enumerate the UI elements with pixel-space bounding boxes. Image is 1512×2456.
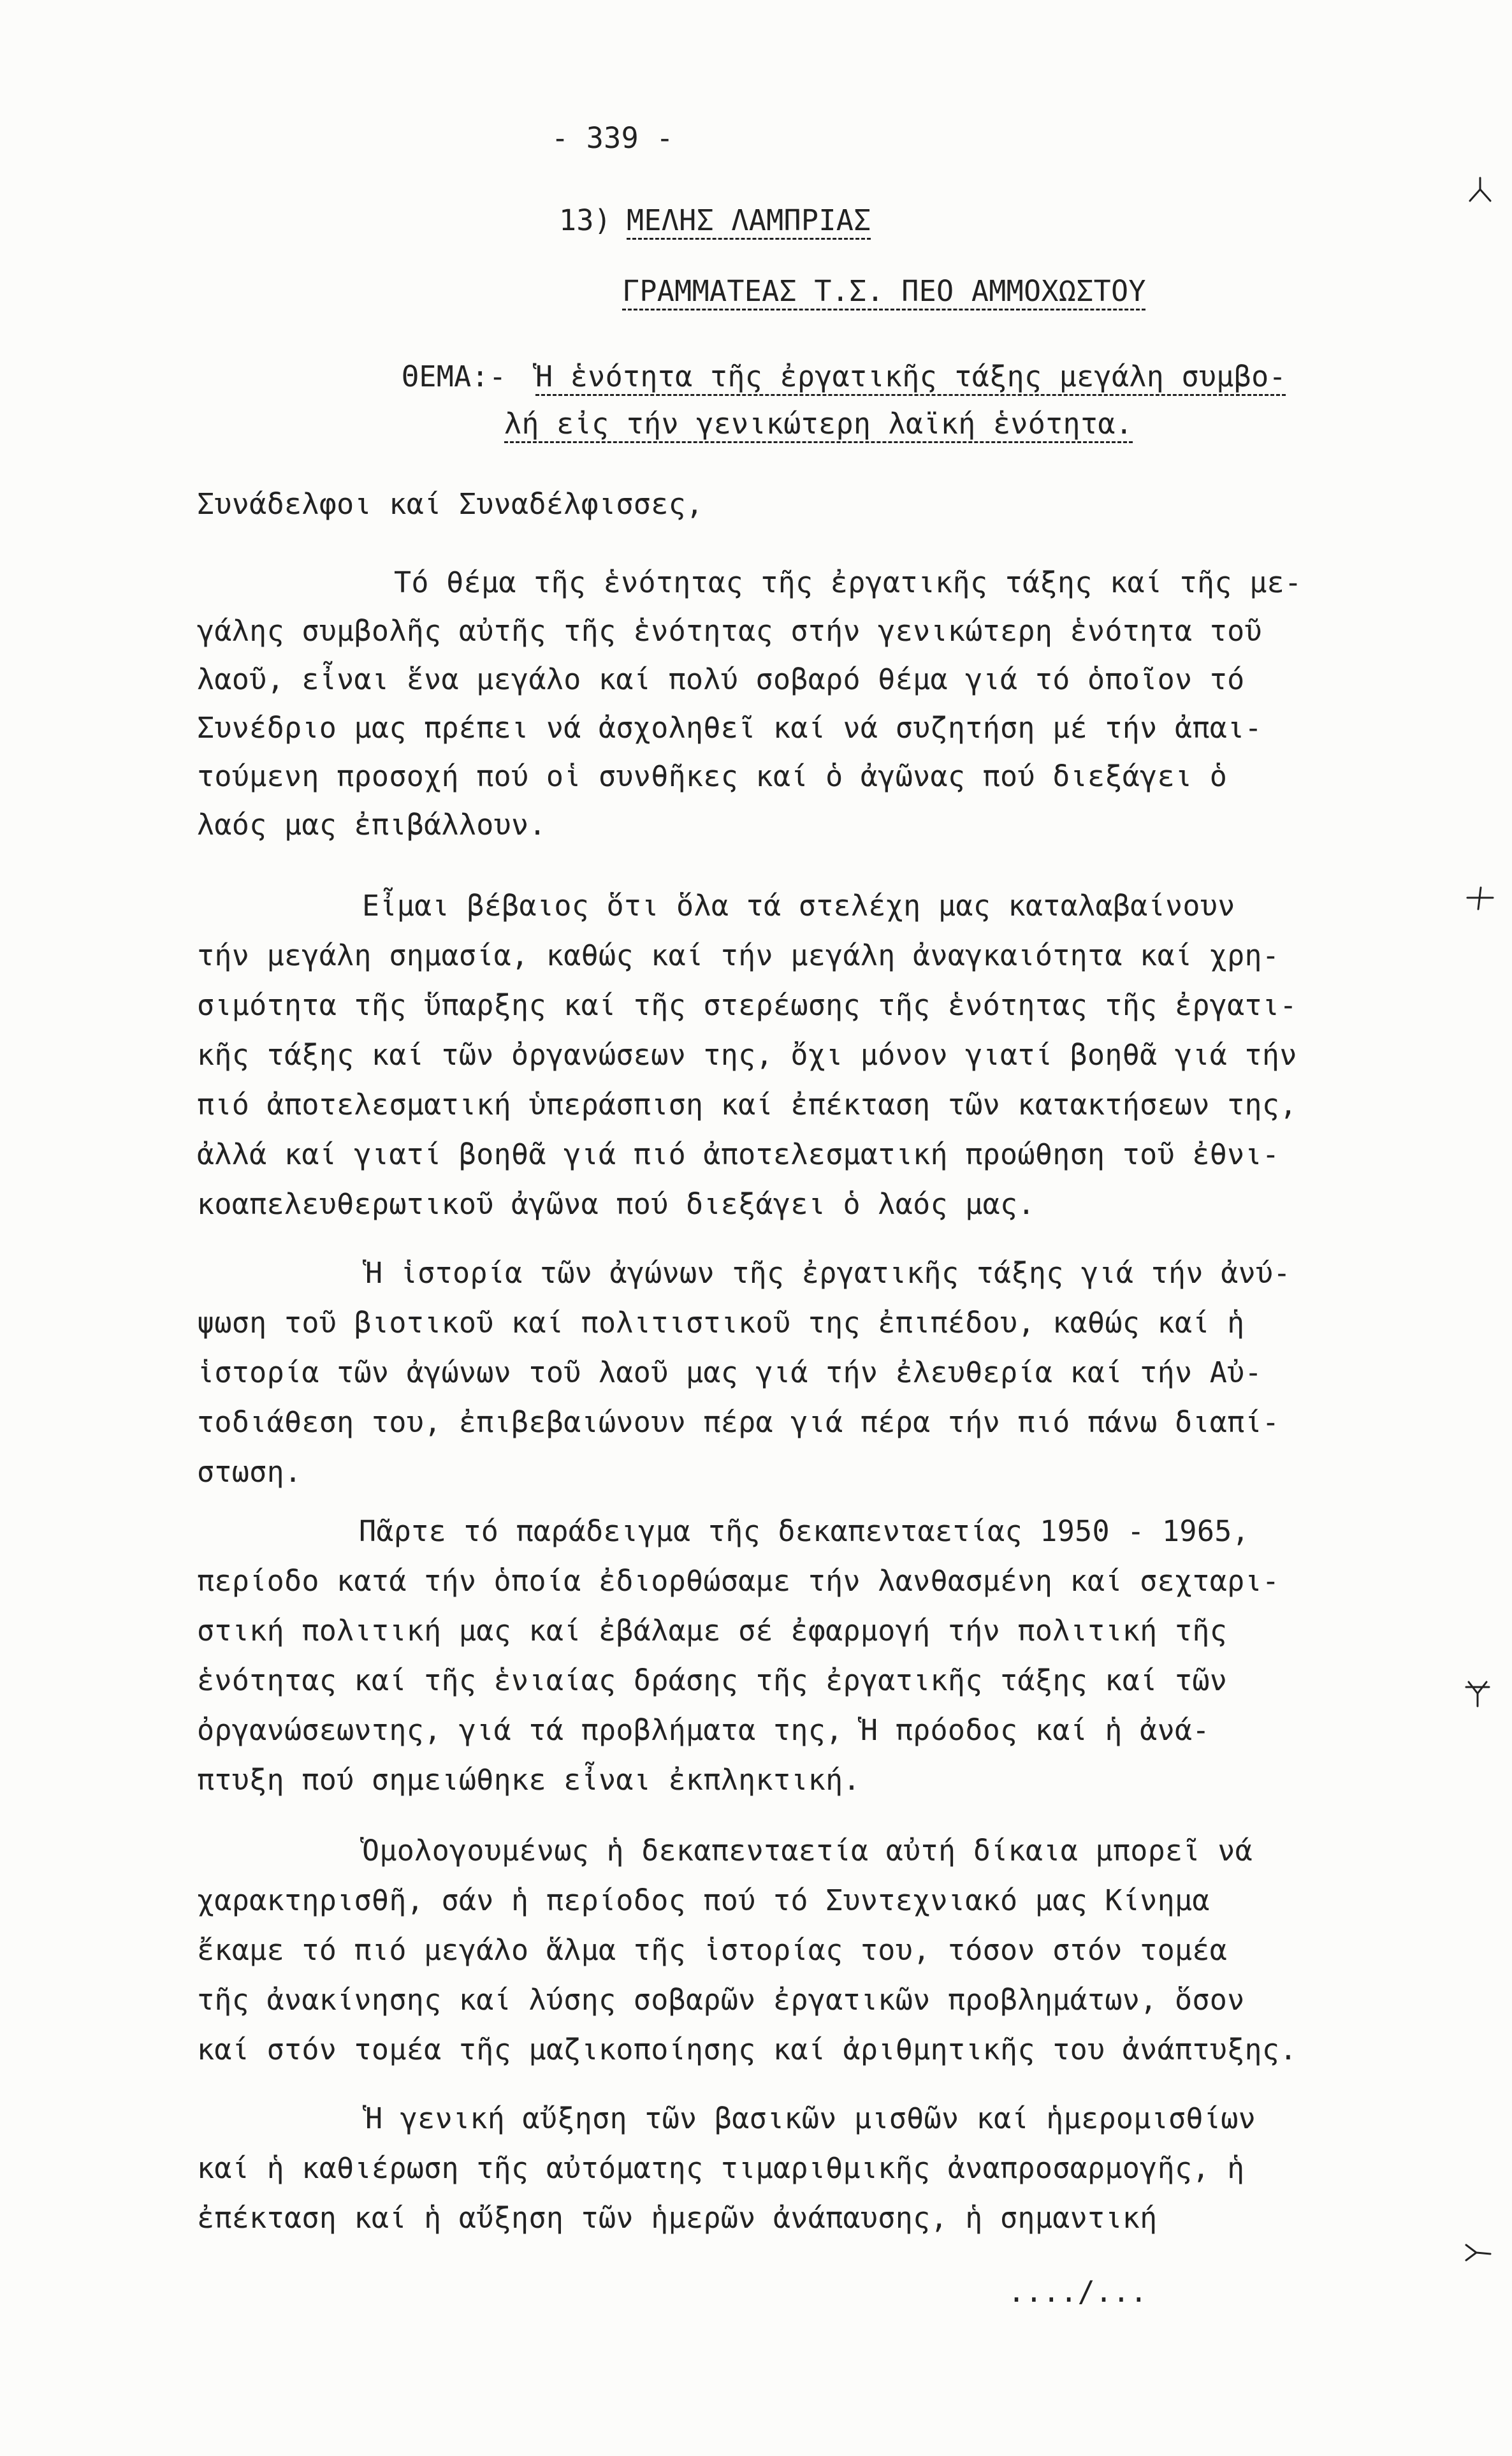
text-line: Συνέδριο μας πρέπει νά ἀσχοληθεῖ καί νά συζητήση μέ τήν ἀπαι-	[197, 711, 1262, 745]
paragraph-4	[197, 1507, 1408, 1805]
margin-arrow-icon	[1464, 2239, 1492, 2267]
salutation: Συνάδελφοι καί Συναδέλφισσες,	[197, 487, 704, 521]
paragraph-3	[197, 1248, 1408, 1497]
text-line: καί στόν τομέα τῆς μαζικοποίησης καί ἀριθμητικῆς του ἀνάπτυξης.	[197, 2033, 1297, 2066]
text-line: ἱστορία τῶν ἀγώνων τοῦ λαοῦ μας γιά τήν ἐλευθερία καί τήν Αὐ-	[197, 1356, 1262, 1389]
margin-mark-icon	[1464, 1679, 1492, 1707]
page-number: - 339 -	[551, 121, 674, 155]
text-line: στωση.	[197, 1455, 302, 1489]
text-line: ἀλλά καί γιατί βοηθᾶ γιά πιό ἀποτελεσματική προώθηση τοῦ ἐθνι-	[197, 1137, 1280, 1171]
text-line: καί ἡ καθιέρωση τῆς αὐτόματης τιμαριθμικῆς ἀναπροσαρμογῆς, ἡ	[197, 2151, 1245, 2185]
theme-title	[504, 353, 1499, 448]
text-line: τοδιάθεση του, ἐπιβεβαιώνουν πέρα γιά πέρα τήν πιό πάνω διαπί-	[197, 1405, 1280, 1439]
text-line: λαός μας ἐπιβάλλουν.	[197, 808, 546, 842]
paragraph-1	[197, 559, 1408, 849]
text-line: ἑνότητας καί τῆς ἑνιαίας δράσης τῆς ἐργατικῆς τάξης καί τῶν	[197, 1663, 1228, 1697]
theme-label: ΘΕΜΑ:-	[402, 360, 507, 393]
continuation-marker: ..../...	[1008, 2275, 1148, 2309]
text-line: κῆς τάξης καί τῶν ὀργανώσεων της, ὄχι μόνον γιατί βοηθᾶ γιά τήν	[197, 1038, 1297, 1072]
text-line: περίοδο κατά τήν ὁποία ἐδιορθώσαμε τήν λανθασμένη καί σεχταρι-	[197, 1564, 1280, 1598]
text-line: Ἡ γενική αὔξηση τῶν βασικῶν μισθῶν καί ἡμερομισθίων	[365, 2101, 1256, 2135]
text-line: Εἶμαι βέβαιος ὅτι ὅλα τά στελέχη μας καταλαβαίνουν	[362, 889, 1235, 923]
text-line: πτυξη πού σημειώθηκε εἶναι ἐκπληκτική.	[197, 1763, 861, 1797]
speaker-number: 13)	[559, 203, 612, 237]
margin-mark-icon	[1466, 175, 1494, 203]
text-line: τούμενη προσοχή πού οἱ συνθῆκες καί ὁ ἀγῶνας πού διεξάγει ὁ	[197, 759, 1228, 793]
text-line: κοαπελευθερωτικοῦ ἀγῶνα πού διεξάγει ὁ λαός μας.	[197, 1187, 1035, 1221]
theme-line: Ἡ ἑνότητα τῆς ἐργατικῆς τάξης μεγάλη συμβο-	[535, 360, 1286, 393]
text-line: λαοῦ, εἶναι ἕνα μεγάλο καί πολύ σοβαρό θέμα γιά τό ὁποῖον τό	[197, 662, 1245, 696]
text-line: ἔκαμε τό πιό μεγάλο ἅλμα τῆς ἱστορίας του, τόσον στόν τομέα	[197, 1933, 1228, 1967]
text-line: Τό θέμα τῆς ἑνότητας τῆς ἐργατικῆς τάξης καί τῆς με-	[394, 566, 1302, 599]
paragraph-5	[197, 1826, 1408, 2075]
text-line: ψωση τοῦ βιοτικοῦ καί πολιτιστικοῦ της ἐπιπέδου, καθώς καί ἡ	[197, 1306, 1245, 1340]
text-line: πιό ἀποτελεσματική ὑπεράσπιση καί ἐπέκταση τῶν κατακτήσεων της,	[197, 1088, 1297, 1122]
text-line: γάλης συμβολῆς αὐτῆς τῆς ἑνότητας στήν γενικώτερη ἑνότητα τοῦ	[197, 614, 1262, 648]
paragraph-6	[197, 2094, 1408, 2243]
text-line: στική πολιτική μας καί ἐβάλαμε σέ ἐφαρμογή τήν πολιτική τῆς	[197, 1614, 1228, 1648]
speaker-role: ΓΡΑΜΜΑΤΕΑΣ Τ.Σ. ΠΕΟ ΑΜΜΟΧΩΣΤΟΥ	[622, 274, 1146, 308]
text-line: ἐπέκταση καί ἡ αὔξηση τῶν ἡμερῶν ἀνάπαυσης, ἡ σημαντική	[197, 2201, 1158, 2235]
text-line: Ἡ ἱστορία τῶν ἀγώνων τῆς ἐργατικῆς τάξης γιά τήν ἀνύ-	[365, 1256, 1291, 1290]
text-line: Πᾶρτε τό παράδειγμα τῆς δεκαπενταετίας 1950 - 1965,	[359, 1514, 1250, 1548]
paragraph-2	[197, 881, 1408, 1229]
text-line: χαρακτηρισθῆ, σάν ἡ περίοδος πού τό Συντεχνιακό μας Κίνημα	[197, 1883, 1210, 1917]
text-line: Ὁμολογουμένως ἡ δεκαπενταετία αὐτή δίκαια μπορεῖ νά	[362, 1834, 1253, 1868]
text-line: τήν μεγάλη σημασία, καθώς καί τήν μεγάλη ἀναγκαιότητα καί χρη-	[197, 939, 1280, 972]
text-line: ὀργανώσεωντης, γιά τά προβλήματα της, Ἡ πρόοδος καί ἡ ἀνά-	[197, 1713, 1210, 1747]
text-line: σιμότητα τῆς ὕπαρξης καί τῆς στερέωσης τῆς ἑνότητας τῆς ἐργατι-	[197, 988, 1297, 1022]
text-line: τῆς ἀνακίνησης καί λύσης σοβαρῶν ἐργατικῶν προβλημάτων, ὅσον	[197, 1983, 1245, 2017]
speaker-name: ΜΕΛΗΣ ΛΑΜΠΡΙΑΣ	[627, 203, 871, 237]
margin-cross-icon	[1466, 884, 1494, 912]
theme-line: λή εἰς τήν γενικώτερη λαϊκή ἑνότητα.	[504, 407, 1133, 441]
